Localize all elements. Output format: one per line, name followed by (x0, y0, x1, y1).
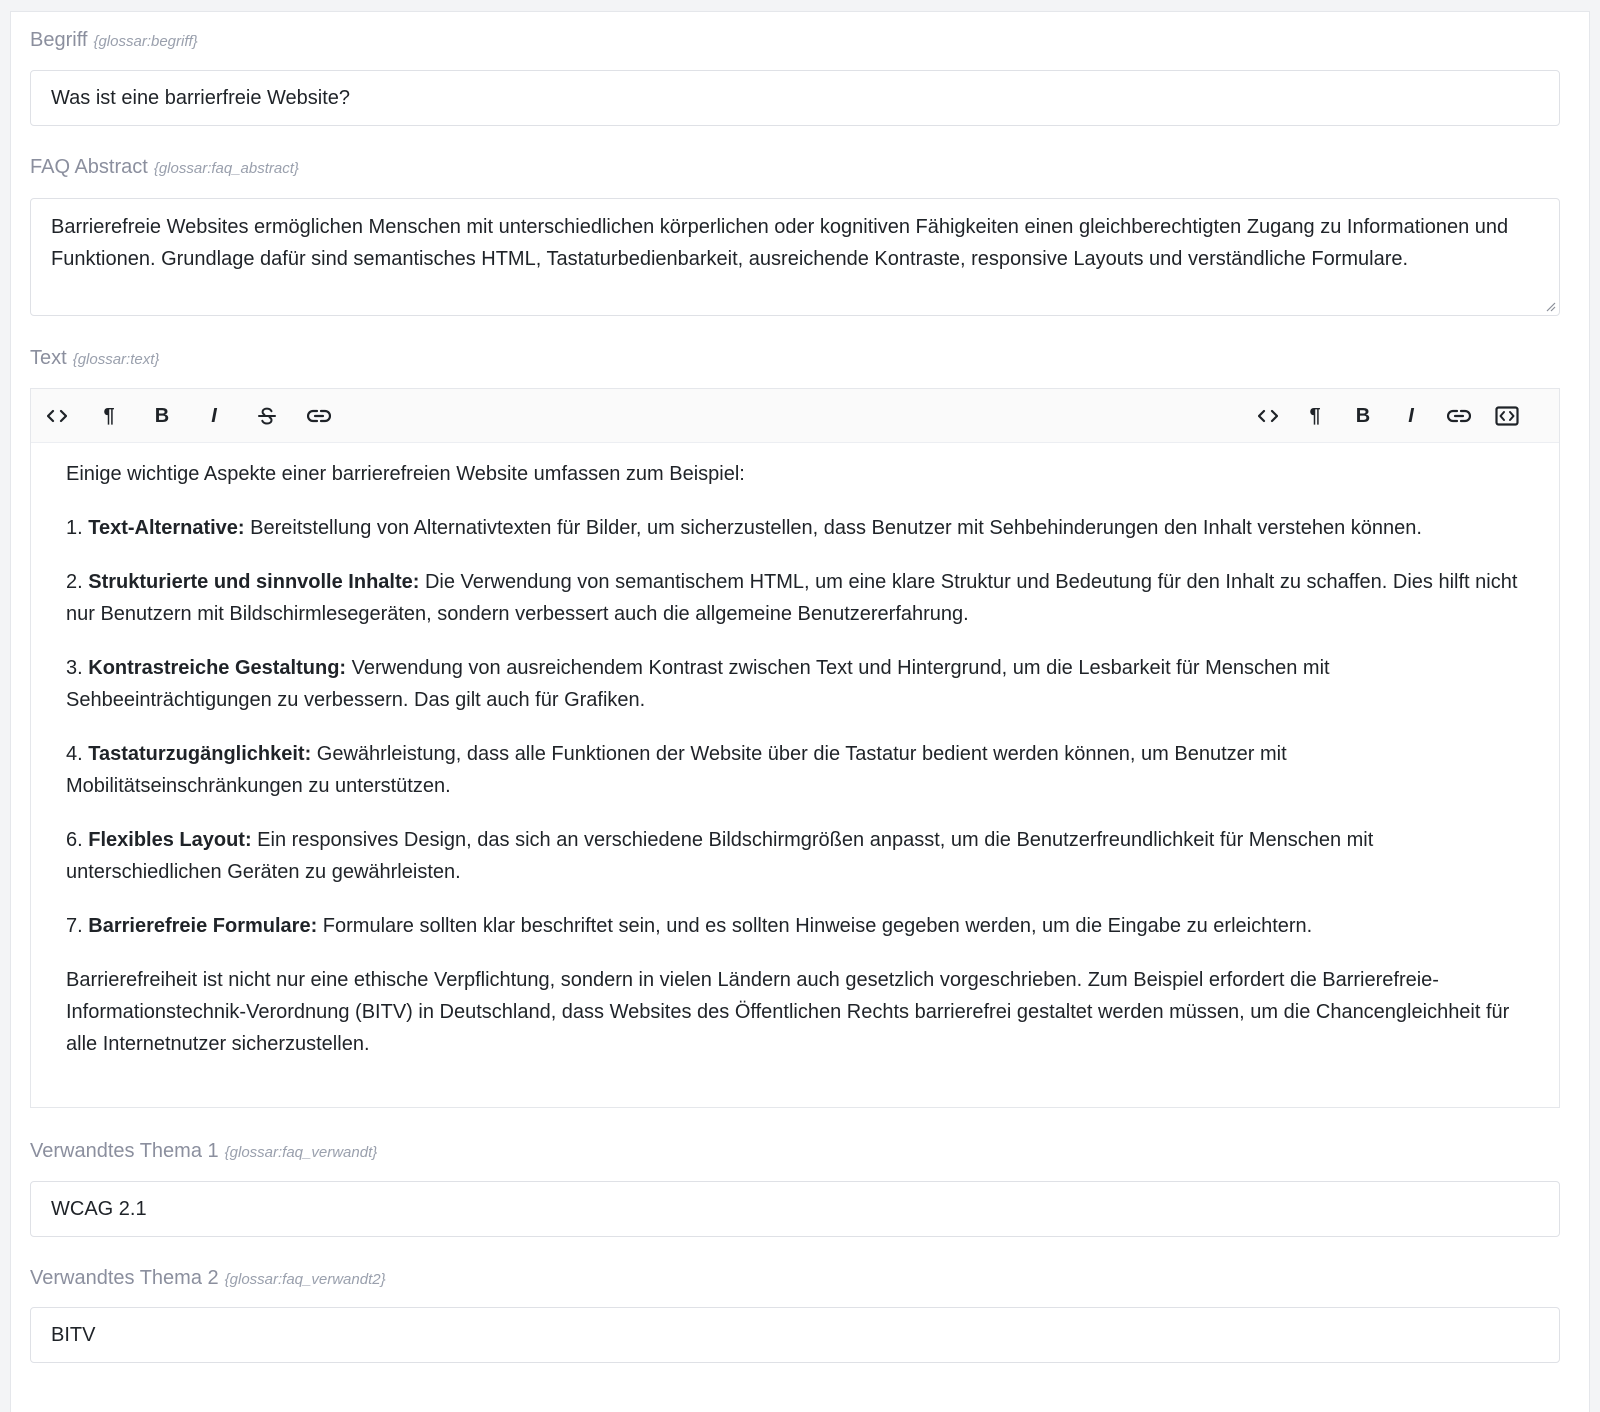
faq-abstract-textarea[interactable] (30, 198, 1560, 316)
rich-text-editor[interactable] (30, 388, 1560, 1108)
item-number: 2. (66, 571, 83, 593)
faq-abstract-key: {glossar:faq_abstract} (153, 160, 299, 177)
item-text: Formulare sollten klar beschriftet sein, und es sollten Hinweise gegeben werden, um die Eingabe zu erleichtern. (317, 915, 1313, 937)
item-title: Strukturierte und sinnvolle Inhalte: (88, 571, 420, 593)
item-title: Barrierefreie Formulare: (88, 915, 318, 937)
list-item (66, 824, 1519, 888)
editor-content[interactable] (66, 442, 1519, 1060)
item-number: 4. (66, 743, 83, 765)
begriff-label-text: Begriff (30, 29, 88, 51)
item-text: Ein responsives Design, das sich an verschiedene Bildschirmgrößen anpasst, um die Benutzerfreundlichkeit für Menschen mit unterschiedlichen Geräten zu gewährleisten. (66, 829, 1374, 883)
editor-outro: Barrierefreiheit ist nicht nur eine ethische Verpflichtung, sondern in vielen Ländern auch gesetzlich vorgeschrieben. Zum Beispiel erfordert die Barrierefreie-Informationstechnik-Verordnung (BITV) in Deutschland, dass Websites des Öffentlichen Rechts barrierefrei gestaltet werden müssen, um die Chancengleichheit für alle Internetnutzer sicherzustellen. (66, 969, 1510, 1055)
source-view-icon[interactable] (1493, 402, 1521, 430)
list-item (66, 566, 1519, 630)
item-text: Bereitstellung von Alternativtexten für Bilder, um sicherzustellen, dass Benutzer mit Sehbehinderungen den Inhalt verstehen können. (244, 517, 1422, 539)
verwandt2-label (30, 1267, 386, 1290)
faq-abstract-value: Barrierefreie Websites ermöglichen Menschen mit unterschiedlichen körperlichen oder kognitiven Fähigkeiten einen gleichberechtigten Zugang zu Informationen und Funktionen. Grundlage dafür sind semantisches HTML, Tastaturbedienbarkeit, ausreichende Kontraste, responsive Layouts und verständliche Formulare. (51, 216, 1509, 270)
text-label-text: Text (30, 347, 67, 369)
editor-toolbar (31, 389, 1559, 443)
item-number: 6. (66, 829, 83, 851)
link-icon[interactable] (1445, 402, 1473, 430)
italic-icon[interactable]: I (211, 404, 217, 427)
item-text: Verwendung von ausreichendem Kontrast zwischen Text und Hintergrund, um die Lesbarkeit für Menschen mit Sehbeeinträchtigungen zu verbessern. Das gilt auch für Grafiken. (66, 657, 1330, 711)
item-number: 7. (66, 915, 83, 937)
verwandt2-label-text: Verwandtes Thema 2 (30, 1267, 219, 1289)
verwandt2-input[interactable] (30, 1307, 1560, 1363)
list-item (66, 910, 1519, 942)
bold-icon[interactable]: B (154, 404, 170, 427)
italic-icon[interactable]: I (1408, 404, 1414, 427)
code-icon[interactable] (1254, 402, 1282, 430)
verwandt1-key: {glossar:faq_verwandt} (224, 1144, 378, 1161)
paragraph-icon[interactable]: ¶ (1309, 404, 1321, 427)
item-title: Text-Alternative: (88, 517, 245, 539)
bold-icon[interactable]: B (1355, 404, 1371, 427)
code-icon[interactable] (43, 402, 71, 430)
verwandt2-key: {glossar:faq_verwandt2} (224, 1271, 386, 1288)
begriff-key: {glossar:begriff} (93, 33, 198, 50)
item-title: Kontrastreiche Gestaltung: (88, 657, 347, 679)
begriff-input[interactable] (30, 70, 1560, 126)
item-number: 1. (66, 517, 83, 539)
strikethrough-icon[interactable] (253, 402, 281, 430)
paragraph-icon[interactable]: ¶ (103, 404, 115, 427)
editor-intro: Einige wichtige Aspekte einer barrierefreien Website umfassen zum Beispiel: (66, 463, 745, 485)
list-item (66, 652, 1519, 716)
verwandt1-input[interactable] (30, 1181, 1560, 1237)
resize-handle-icon[interactable] (1545, 301, 1556, 312)
list-item (66, 738, 1519, 802)
text-key: {glossar:text} (72, 351, 160, 368)
verwandt1-label (30, 1140, 377, 1163)
faq-abstract-label (30, 156, 299, 179)
list-item (66, 512, 1519, 544)
faq-abstract-label-text: FAQ Abstract (30, 156, 148, 178)
verwandt1-label-text: Verwandtes Thema 1 (30, 1140, 219, 1162)
item-text: Gewährleistung, dass alle Funktionen der Website über die Tastatur bedient werden können, um Benutzer mit Mobilitätseinschränkungen zu unterstützen. (66, 743, 1287, 797)
item-number: 3. (66, 657, 83, 679)
item-title: Flexibles Layout: (88, 829, 252, 851)
item-title: Tastaturzugänglichkeit: (88, 743, 312, 765)
link-icon[interactable] (305, 402, 333, 430)
begriff-label (30, 29, 198, 52)
text-label (30, 347, 159, 370)
item-text: Die Verwendung von semantischem HTML, um eine klare Struktur und Bedeutung für den Inhalt zu schaffen. Dies hilft nicht nur Benutzern mit Bildschirmlesegeräten, sondern verbessert auch die allgemeine Benutzererfahrung. (66, 571, 1518, 625)
